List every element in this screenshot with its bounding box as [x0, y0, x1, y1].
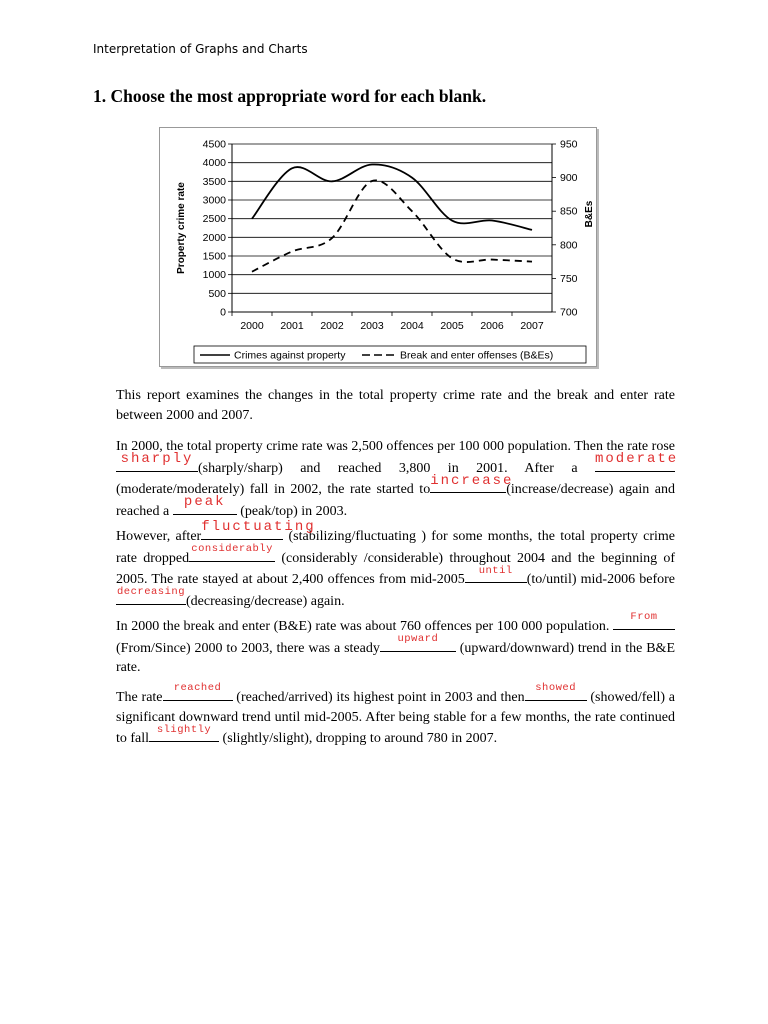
blank-sharply[interactable] [116, 451, 198, 472]
series-line-bes [252, 180, 532, 271]
left-tick-label: 4500 [202, 138, 226, 151]
p2-text-1: However, after [116, 529, 202, 544]
exercise-title: 1. Choose the most appropriate word for each blank. [93, 86, 487, 106]
answer-reached: reached [173, 682, 222, 695]
y-axis-label-left: Property crime rate [176, 182, 187, 274]
p2-text-3: (considerably /considerable) throughout 2004 and the beginning of 2005. The rate stayed at about 2,400 offences from mid-2005 [116, 550, 675, 588]
y-axis-label-right: B&Es [584, 200, 595, 228]
x-tick-label: 2003 [360, 320, 384, 332]
answer-slightly: slightly [156, 723, 212, 736]
right-tick-label: 800 [560, 239, 578, 252]
left-tick-label: 2500 [202, 213, 226, 226]
p1-text-4: (increase/decrease) again and reached a [116, 482, 676, 519]
left-tick-label: 2000 [202, 231, 226, 244]
legend-label-crimes: Crimes against property [234, 349, 346, 362]
intro-paragraph: This report examines the changes in the total property crime rate and the break and enter rate between 2000 and 2007. [116, 388, 675, 423]
answer-considerably: considerably [191, 543, 273, 555]
left-tick-label: 4000 [202, 157, 226, 170]
blank-fluctuating[interactable] [201, 519, 316, 540]
legend-label-bes: Break and enter offenses (B&Es) [400, 349, 554, 362]
page-header: Interpretation of Graphs and Charts [93, 42, 308, 56]
p1-text-3: (moderate/moderately) fall in 2002, the rate started to [116, 482, 431, 498]
answer-sharply: sharply [120, 451, 194, 467]
line-chart [159, 127, 597, 367]
p2-text-5: (decreasing/decrease) again. [186, 593, 345, 609]
chart-svg [160, 128, 598, 368]
p4-text-4: (slightly/slight), dropping to around 780 in 2007. [219, 731, 498, 747]
answer-fluctuating: fluctuating [201, 519, 316, 536]
answer-upward: upward [397, 633, 439, 645]
blank-considerably[interactable] [189, 543, 275, 562]
answer-peak: peak [183, 494, 226, 511]
p1-text-5: (peak/top) in 2003. [236, 503, 348, 519]
left-tick-label: 0 [220, 306, 226, 319]
p2-text-4: (to/until) mid-2006 before [526, 572, 676, 588]
series-line-crimes [252, 164, 532, 229]
p1-text-2: (sharply/sharp) and reached 3,800 in 2001. After a [198, 460, 595, 476]
left-tick-label: 3000 [202, 194, 226, 207]
x-tick-label: 2005 [440, 320, 464, 332]
blank-slightly[interactable] [149, 723, 219, 742]
paragraph-3 [116, 611, 676, 678]
blank-upward[interactable] [380, 633, 456, 652]
x-tick-label: 2004 [400, 320, 424, 332]
paragraph-4 [116, 682, 676, 749]
blank-showed[interactable] [525, 682, 587, 701]
right-tick-label: 900 [560, 172, 578, 185]
blank-decreasing[interactable] [116, 586, 186, 605]
left-tick-label: 3500 [202, 175, 226, 188]
blank-from[interactable] [613, 611, 675, 630]
x-tick-label: 2000 [240, 320, 264, 332]
x-tick-label: 2006 [480, 320, 504, 332]
x-tick-label: 2007 [520, 320, 544, 332]
p1-text-1: In 2000, the total property crime rate was 2,500 offences per 100 000 population. Then the rate rose [116, 439, 675, 454]
answer-from: From [630, 611, 658, 624]
p3-text-1: In 2000 the break and enter (B&E) rate was about 760 offences per 100 000 population. [116, 619, 613, 634]
left-tick-label: 500 [208, 287, 226, 300]
p4-text-2: (reached/arrived) its highest point in 2003 and then [232, 690, 525, 705]
p3-text-3: (upward/downward) trend in the B&E rate. [116, 640, 676, 676]
left-tick-label: 1000 [202, 269, 226, 282]
left-tick-label: 1500 [202, 250, 226, 263]
p4-text-1: The rate [116, 690, 163, 705]
right-tick-label: 950 [560, 138, 578, 151]
answer-until: until [478, 564, 513, 577]
answer-showed: showed [535, 682, 577, 695]
p4-text-3: (showed/fell) a significant downward trend until mid-2005. After being stable for a few months, the rate continued to fall [116, 690, 676, 747]
blank-reached[interactable] [163, 682, 233, 701]
right-tick-label: 850 [560, 205, 578, 218]
x-tick-label: 2002 [320, 320, 344, 332]
blank-until[interactable] [465, 564, 527, 583]
right-tick-label: 750 [560, 272, 578, 285]
blank-increase[interactable] [430, 472, 514, 493]
x-tick-label: 2001 [280, 320, 304, 332]
blank-moderate[interactable] [595, 451, 679, 472]
p2-text-2: (stabilizing/fluctuating ) for some months, the total property crime rate dropped [116, 529, 675, 566]
answer-decreasing: decreasing [116, 586, 185, 599]
paragraph-2 [116, 519, 676, 611]
answer-increase: increase [430, 472, 514, 489]
paragraph-1 [116, 437, 679, 521]
right-tick-label: 700 [560, 306, 578, 319]
blank-peak[interactable] [173, 494, 237, 515]
p3-text-2: (From/Since) 2000 to 2003, there was a steady [116, 640, 380, 656]
answer-moderate: moderate [595, 451, 679, 467]
